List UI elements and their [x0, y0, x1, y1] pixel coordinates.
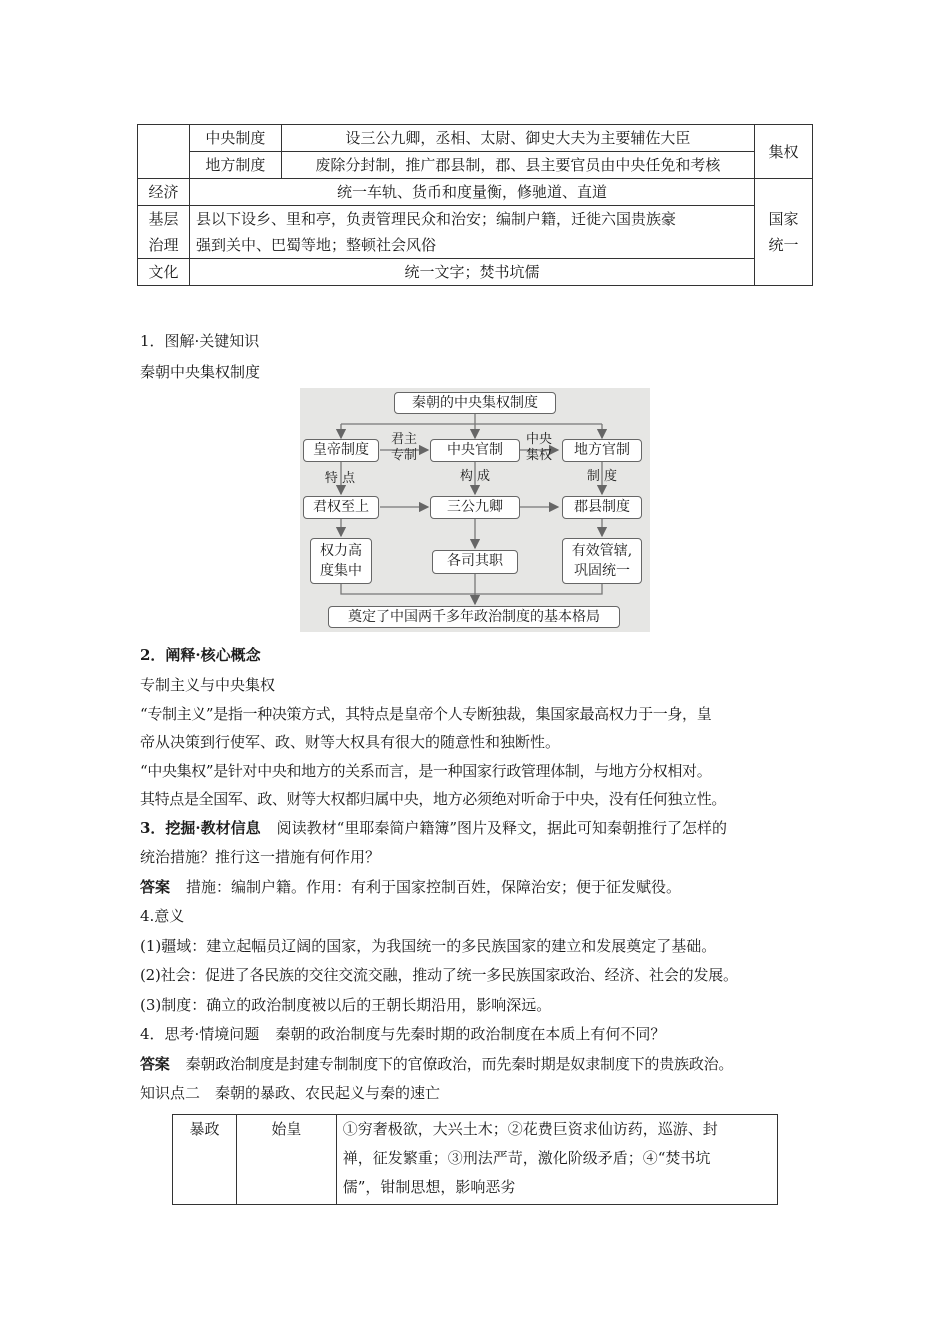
knowledge-point-2-title: 知识点二 秦朝的暴政、农民起义与秦的速亡: [140, 1084, 441, 1102]
section2-subtitle: 专制主义与中央集权: [140, 676, 276, 694]
answer-label-2: 答案: [140, 1055, 170, 1073]
section2-heading: 2．阐释·核心概念: [140, 646, 261, 664]
node-foundation: 奠定了中国两千多年政治制度的基本格局: [328, 606, 620, 628]
right-label-centralization: 集权: [755, 125, 813, 179]
empty-cell: [138, 125, 190, 179]
edge-label-system: 制 度: [586, 469, 618, 484]
diagram-title-node: 秦朝的中央集权制度: [394, 392, 556, 414]
right-label-unification: [755, 179, 813, 286]
grassroots-content-b: 强到关中、巴蜀等地；整顿社会风俗: [195, 236, 436, 254]
grassroots-content-a: 县以下设乡、里和亭，负责管理民众和治安；编制户籍，迁徙六国贵族豪: [195, 210, 676, 228]
edge-label-features: 特 点: [324, 471, 356, 486]
section3-question-line1: [140, 817, 820, 839]
row-label-local: 地方制度: [189, 152, 281, 179]
row-label-economy: 经济: [138, 179, 190, 206]
section3-answer: [140, 876, 820, 898]
connector-bottom-bar: [341, 584, 602, 594]
significance-society: (2)社会：促进了各民族的交往交流交融，推动了统一多民族国家政治、经济、社会的发展。: [140, 966, 738, 984]
row-content-local: 废除分封制，推广郡县制，郡、县主要官员由中央任免和考核: [281, 152, 754, 179]
section3-answer-text: 措施：编制户籍。作用：有利于国家控制百姓，保障治安；便于征发赋役。: [186, 878, 682, 896]
edge-label-composition: 构 成: [459, 469, 491, 484]
despotism-para-line2: 帝从决策到行使军、政、财等大权具有很大的随意性和独断性。: [140, 733, 561, 751]
section3-question-a: 阅读教材“里耶秦简户籍簿”图片及释文，据此可知秦朝推行了怎样的: [276, 819, 728, 837]
edge-label-autocracy: [384, 432, 424, 464]
row-label-grassroots: [138, 206, 190, 259]
section5-question-text: 秦朝的政治制度与先秦时期的政治制度在本质上有何不同？: [275, 1025, 666, 1043]
tyranny-content: [336, 1115, 777, 1205]
tyranny-table: [172, 1114, 778, 1205]
section1-subtitle: 秦朝中央集权制度: [140, 363, 261, 381]
tyranny-content-line3: 儒”，钳制思想，影响恶劣: [342, 1178, 516, 1196]
node-high-concentration-a: 权力高: [320, 543, 362, 559]
node-supreme-power: 君权至上: [303, 496, 379, 519]
tyranny-label: 暴政: [173, 1115, 237, 1205]
right-label-unification-a: 国家: [768, 210, 799, 228]
node-effective-control-a: 有效管辖,: [571, 543, 633, 559]
node-high-concentration-b: 度集中: [320, 563, 362, 579]
significance-territory: (1)疆域：建立起幅员辽阔的国家，为我国统一的多民族国家的建立和发展奠定了基础。: [140, 937, 717, 955]
section3-question-line2: 统治措施？推行这一措施有何作用？: [140, 848, 381, 866]
top-table: [137, 124, 813, 286]
despotism-para-line1: “专制主义”是指一种决策方式，其特点是皇帝个人专断独裁，集国家最高权力于一身，皇: [140, 705, 712, 723]
edge-label-centralization-b: 集权: [525, 448, 552, 463]
section5-answer-text: 秦朝政治制度是封建专制制度下的官僚政治，而先秦时期是奴隶制度下的贵族政治。: [185, 1055, 734, 1073]
edge-label-autocracy-b: 专制: [390, 448, 417, 463]
edge-label-autocracy-a: 君主: [390, 432, 417, 447]
grassroots-label-b: 治理: [148, 236, 179, 254]
node-local-officials: 地方官制: [562, 439, 642, 462]
node-emperor-system: 皇帝制度: [303, 439, 379, 462]
centralization-para-line1: “中央集权”是针对中央和地方的关系而言，是一种国家行政管理体制，与地方分权相对。: [140, 762, 712, 780]
tyranny-content-line1: ①穷奢极欲，大兴土木；②花费巨资求仙访药，巡游、封: [342, 1120, 718, 1138]
edge-label-centralization: [519, 432, 559, 464]
edge-label-centralization-a: 中央: [525, 432, 552, 447]
node-effective-control-b: 巩固统一: [574, 563, 630, 579]
node-commandery-county: 郡县制度: [562, 496, 642, 519]
section4-heading: 4.意义: [140, 907, 185, 925]
section3-heading: 3．挖掘·教材信息: [140, 819, 261, 837]
section5-heading: 4．思考·情境问题: [140, 1025, 260, 1043]
node-three-lords-nine-ministers: 三公九卿: [430, 496, 520, 519]
significance-system: (3)制度：确立的政治制度被以后的王朝长期沿用，影响深远。: [140, 996, 552, 1014]
row-content-economy: 统一车轨、货币和度量衡，修驰道、直道: [189, 179, 754, 206]
section5-answer: [140, 1053, 820, 1075]
node-central-officials: 中央官制: [430, 439, 520, 462]
section5-question: [140, 1023, 820, 1045]
qin-centralization-diagram: [300, 388, 650, 632]
node-effective-control: [562, 538, 642, 584]
node-each-duty: 各司其职: [432, 550, 518, 574]
right-label-unification-b: 统一: [768, 236, 799, 254]
row-label-central: 中央制度: [189, 125, 281, 152]
node-high-concentration: [310, 538, 372, 584]
answer-label: 答案: [140, 878, 171, 896]
row-label-culture: 文化: [138, 259, 190, 286]
section1-heading: 1．图解·关键知识: [140, 332, 260, 350]
row-content-culture: 统一文字；焚书坑儒: [189, 259, 754, 286]
row-content-grassroots: [189, 206, 754, 259]
grassroots-label-a: 基层: [148, 210, 179, 228]
centralization-para-line2: 其特点是全国军、政、财等大权都归属中央，地方必须绝对听命于中央，没有任何独立性。: [140, 790, 727, 808]
tyranny-content-line2: 禅，征发繁重；③刑法严苛，激化阶级矛盾；④“焚书坑: [342, 1149, 711, 1167]
row-content-central: 设三公九卿，丞相、太尉、御史大夫为主要辅佐大臣: [281, 125, 754, 152]
first-emperor-label: 始皇: [236, 1115, 336, 1205]
